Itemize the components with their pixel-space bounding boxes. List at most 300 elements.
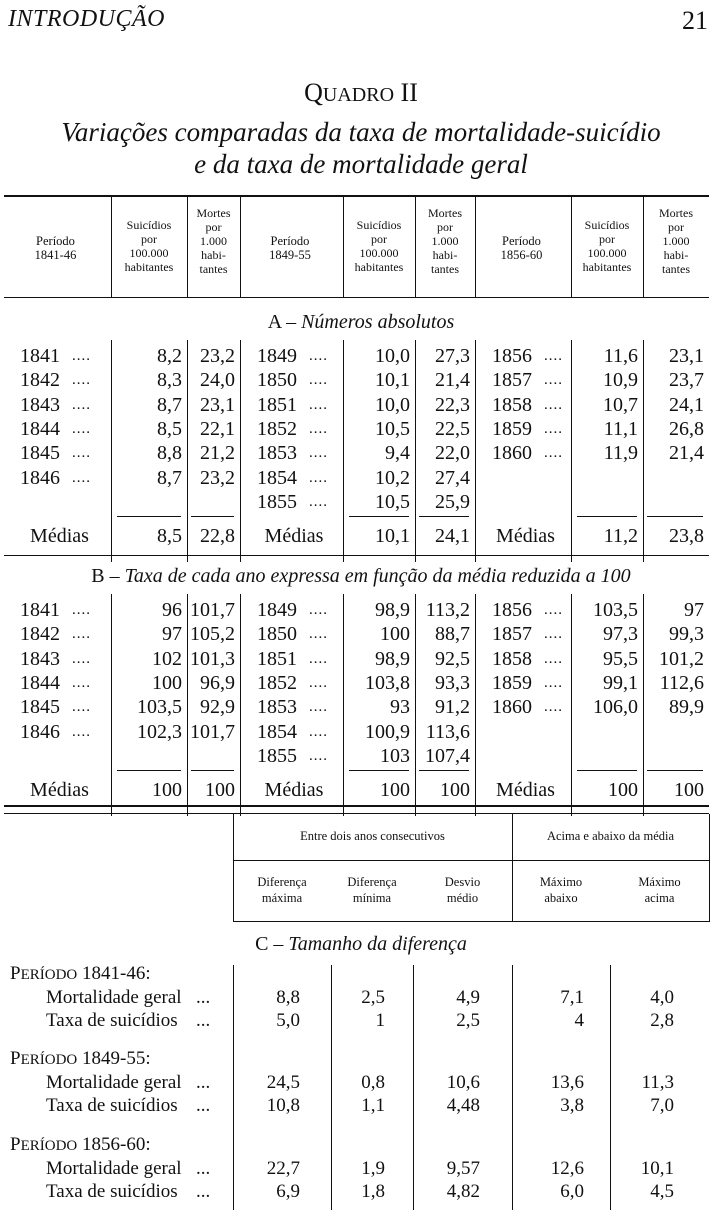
table-a-suicide-value: 10,5 [375,417,410,440]
period-cap: P [10,963,21,984]
table-a-rule-1-c [475,340,476,562]
section-b-label-prefix: B – [91,565,125,587]
table-a-leader-dots: .... [544,348,563,364]
table-b-suicide-value: 103,8 [365,671,410,694]
table-b-leader-dots: .... [309,626,328,643]
table-a-suicide-value: 8,3 [157,369,182,392]
table-a-year: 1845 [20,442,60,465]
table-b-year: 1851 [257,647,297,670]
section-c-label-title: Tamanho da diferença [288,933,467,955]
table-a-averages-label: Médias [496,525,555,548]
table-top-rule [4,195,709,197]
table-b-year: 1842 [20,623,60,646]
table-a-suicide-value: 11,9 [603,442,638,465]
table-c-row-label: Taxa de suicídios [46,1181,178,1202]
table-b-suicide-value: 96 [162,599,182,621]
header-deaths-line: tantes [662,262,690,276]
table-a-death-value: 27,4 [435,466,470,489]
table-c-value: 4,82 [446,1181,480,1202]
table-c-value: 11,3 [641,1072,674,1093]
table-b-death-value: 101,3 [190,647,235,670]
table-a-average-deaths: 23,8 [669,525,704,548]
table-c-value: 6,0 [560,1181,584,1202]
table-a-leader-dots: .... [309,445,328,462]
table-a-average-deaths: 22,8 [200,525,235,548]
header-deaths-line: 1.000 [431,234,459,248]
table-c-value: 1,9 [361,1158,385,1179]
table-a-suicide-value: 10,9 [603,369,638,392]
table-b-year: 1849 [257,599,297,621]
table-a-leader-dots: .... [309,348,328,364]
table-a-year: 1854 [257,466,297,489]
table-a-year: 1849 [257,345,297,367]
table-a-death-value: 25,9 [435,490,470,513]
table-b-year: 1855 [257,744,297,767]
table-subtitle-line1: Variações comparadas da taxa de mortalidade-suicídio [61,117,661,147]
table-c-row-label: Mortalidade geral [46,1072,182,1093]
header-suicides-line: por [141,232,157,246]
page-number: 21 [682,6,708,35]
table-a-year: 1850 [257,369,297,392]
table-c-col-header-line: Máximo [539,875,583,889]
header-suicides-line: habitantes [582,260,632,274]
table-a-year: 1853 [257,442,297,465]
table-a-suicide-value: 8,7 [157,393,182,416]
table-a-leader-dots: .... [309,420,328,437]
header-period-line: 1841-46 [34,248,77,262]
table-a-subtotal-rule [647,516,703,517]
table-a-year: 1858 [492,393,532,416]
table-b-leader-dots: .... [309,650,328,667]
table-b-death-value: 105,2 [190,623,235,646]
table-c-value: 4 [574,1010,584,1031]
table-b-leader-dots: .... [544,674,563,691]
table-a-leader-dots: .... [544,420,563,437]
table-c-col-header-line: mínima [352,891,392,905]
table-c-header-bottom-rule [233,921,709,922]
table-b-year: 1852 [257,671,297,694]
table-b-year: 1841 [20,599,60,621]
period-cap: P [10,1048,21,1069]
table-b-death-value: 91,2 [435,696,470,719]
table-b-death-value: 107,4 [425,744,470,767]
table-b-leader-dots: .... [544,650,563,667]
table-b-average-suicide: 100 [380,779,410,802]
table-a-year: 1860 [492,442,532,465]
table-a-suicide-value: 11,6 [603,345,638,367]
header-suicides-0 [111,218,187,274]
table-b-year: 1857 [492,623,532,646]
table-c-row-dots: ... [196,1095,211,1116]
table-c-value: 1,1 [361,1095,385,1116]
table-b-leader-dots: .... [544,626,563,643]
table-b-year: 1845 [20,696,60,719]
table-b-leader-dots: .... [72,626,91,643]
table-c-value: 3,8 [560,1095,584,1116]
table-b-leader-dots: .... [544,699,563,716]
table-b-suicide-value: 98,9 [375,599,410,621]
table-a-death-value: 23,1 [200,393,235,416]
table-b-averages-label: Médias [30,779,89,802]
table-b-leader-dots: .... [72,674,91,691]
header-period-line: Período [270,234,310,248]
table-c-col-header-line: médio [446,891,479,905]
table-c-value: 4,9 [456,987,480,1008]
table-b-death-value: 99,3 [669,623,704,646]
header-suicides-line: habitantes [354,260,404,274]
table-b-suicide-value: 100,9 [365,720,410,743]
table-a-leader-dots: .... [72,469,91,486]
table-b-average-deaths: 100 [674,779,704,802]
table-a-leader-dots: .... [309,396,328,413]
table-c-value: 13,6 [550,1072,584,1093]
table-b-suicide-value: 103,5 [593,599,638,621]
table-b-subtotal-rule [647,770,703,771]
running-header-chapter: INTRODUÇÃO [8,6,166,32]
table-b-leader-dots: .... [72,699,91,716]
table-a-year: 1852 [257,417,297,440]
header-deaths-line: 1.000 [200,234,227,248]
table-a-death-value: 21,2 [200,442,235,465]
table-a-rule-0-c [240,340,241,562]
table-c-value: 2,8 [650,1010,674,1031]
table-a-suicide-value: 8,8 [157,442,182,465]
table-c-col-header-line: Diferença [347,875,397,889]
table-c-value: 7,1 [560,987,584,1008]
table-a-leader-dots: .... [309,372,328,389]
table-b-leader-dots: .... [309,699,328,716]
table-a-averages-label: Médias [30,525,89,548]
table-c-value: 5,0 [276,1010,300,1031]
table-a-leader-dots: .... [544,372,563,389]
table-a-subtotal-rule [117,516,181,517]
section-b-label [0,565,722,588]
header-period-line: 1849-55 [269,248,311,262]
header-deaths-line: habi- [201,248,226,262]
header-deaths-line: habi- [432,248,458,262]
table-title [0,78,722,108]
table-c-period-label-0 [10,963,151,986]
table-b-death-value: 101,2 [659,647,704,670]
table-b-suicide-value: 100 [380,623,410,646]
table-a-average-deaths: 24,1 [435,525,470,548]
table-a-death-value: 27,3 [435,345,470,367]
table-c-value: 2,5 [361,987,385,1008]
table-c-group-consecutive: Entre dois anos consecutivos [300,829,445,843]
table-b-rule-1-c [475,594,476,816]
table-c-col-header-line: máxima [261,891,303,905]
table-a-suicide-value: 8,2 [157,345,182,367]
table-a-subtotal-rule [419,516,469,517]
table-c-value: 1 [375,1010,385,1031]
table-b-death-value: 101,7 [190,720,235,743]
table-a-suicide-value: 8,5 [157,417,182,440]
table-a-death-value: 22,1 [200,417,235,440]
header-period-line: Período [502,234,541,248]
table-a-suicide-value: 8,7 [157,466,182,489]
header-deaths-line: tantes [431,262,459,276]
table-b-suicide-value: 106,0 [593,696,638,719]
section-b-bottom-rule [4,805,709,807]
header-deaths-line: tantes [199,262,228,276]
table-b-suicide-value: 97 [162,623,182,646]
table-a-leader-dots: .... [544,445,563,462]
header-deaths-line: Mortes [428,206,462,220]
table-b-year: 1853 [257,696,297,719]
table-c-row-label: Taxa de suicídios [46,1095,178,1116]
header-suicides-line: Suicídios [356,218,402,232]
table-c-col-header-line: acima [644,891,675,905]
table-c-value: 10,1 [640,1158,674,1179]
table-a-year: 1855 [257,490,297,513]
header-suicides-2 [571,218,643,274]
table-c-value: 9,57 [446,1158,480,1179]
table-a-death-value: 23,7 [669,369,704,392]
table-c-value: 12,6 [550,1158,584,1179]
header-deaths-line: por [437,220,453,234]
period-smallcaps: ERÍODO [20,967,78,983]
table-b-suicide-value: 98,9 [375,647,410,670]
table-c-value: 6,9 [276,1181,300,1202]
table-a-death-value: 26,8 [669,417,704,440]
table-b-suicide-value: 93 [390,696,410,719]
table-b-year: 1850 [257,623,297,646]
table-b-subtotal-rule [419,770,469,771]
table-b-death-value: 96,9 [200,671,235,694]
table-c-row-label: Mortalidade geral [46,987,182,1008]
table-b-leader-dots: .... [544,602,563,618]
header-deaths-line: por [205,220,222,234]
header-deaths-line: por [668,220,684,234]
section-b-label-title: Taxa de cada ano expressa em função da média reduzida a 100 [124,565,631,587]
table-a-subtotal-rule [577,516,637,517]
header-deaths-2 [643,206,709,276]
table-b-death-value: 89,9 [669,696,704,719]
table-a-suicide-value: 10,7 [603,393,638,416]
period-years: 1841-46: [77,963,151,984]
table-b-suicide-value: 103 [380,744,410,767]
table-b-suicide-value: 102 [152,647,182,670]
table-c-row-dots: ... [196,1181,211,1202]
table-c-row-dots: ... [196,1158,211,1179]
table-a-averages-label: Médias [264,525,324,548]
header-bottom-rule [4,297,709,298]
table-b-suicide-value: 99,1 [603,671,638,694]
table-a-average-suicide: 10,1 [375,525,410,548]
header-deaths-line: Mortes [196,206,231,220]
table-a-leader-dots: .... [309,493,328,510]
table-c-value: 4,0 [650,987,674,1008]
period-cap: P [10,1134,21,1155]
header-period-0 [0,234,111,262]
table-c-header-rule-right [709,814,710,922]
table-b-death-value: 113,6 [425,720,470,743]
table-a-leader-dots: .... [309,469,328,486]
table-c-col-header-4 [610,874,709,906]
table-a-leader-dots: .... [72,396,91,413]
table-b-average-suicide: 100 [608,779,638,802]
table-a-death-value: 23,2 [200,466,235,489]
table-b-averages-label: Médias [496,779,555,802]
table-c-row-dots: ... [196,1010,211,1031]
period-years: 1856-60: [77,1134,151,1155]
table-subtitle-line2: e da taxa de mortalidade geral [194,149,528,179]
table-c-value: 2,5 [456,1010,480,1031]
header-deaths-line: Mortes [659,206,693,220]
table-a-death-value: 22,0 [435,442,470,465]
header-suicides-line: Suicídios [584,218,630,232]
table-a-suicide-value: 9,4 [385,442,410,465]
table-b-subtotal-rule [577,770,637,771]
table-b-year: 1859 [492,671,532,694]
table-c-top-rule [4,813,709,814]
table-a-death-value: 22,5 [435,417,470,440]
table-b-year: 1860 [492,696,532,719]
section-a-label-prefix: A – [267,311,302,333]
table-a-suicide-value: 11,1 [603,417,638,440]
table-a-subtotal-rule [349,516,409,517]
table-a-suicide-value: 10,5 [375,490,410,513]
table-title-rest: UADRO [322,84,395,106]
table-c-row-dots: ... [196,987,211,1008]
table-c-value: 10,6 [446,1072,480,1093]
table-c-period-label-2 [10,1134,151,1157]
table-a-year: 1851 [257,393,297,416]
table-b-death-value: 97 [684,599,704,621]
section-a-label [0,311,722,334]
table-b-suicide-value: 100 [152,671,182,694]
header-suicides-line: habitantes [124,260,174,274]
table-a-suicide-value: 10,1 [375,369,410,392]
table-b-leader-dots: .... [309,747,328,764]
table-b-year: 1856 [492,599,532,621]
table-b-suicide-value: 95,5 [603,647,638,670]
header-deaths-0 [187,206,240,276]
table-a-year: 1842 [20,369,60,392]
period-years: 1849-55: [77,1048,151,1069]
header-deaths-line: 1.000 [662,234,690,248]
table-a-suicide-value: 10,0 [375,345,410,367]
section-c-label-prefix: C – [255,933,289,955]
table-title-initial: Q [304,78,323,107]
header-suicides-line: 100.000 [129,246,169,260]
table-a-year: 1857 [492,369,532,392]
table-b-average-deaths: 100 [205,779,235,802]
table-b-suicide-value: 97,3 [603,623,638,646]
header-period-line: 1856-60 [500,248,543,262]
table-c-value: 24,5 [266,1072,300,1093]
header-suicides-line: Suicídios [126,218,172,232]
header-period-1 [237,234,343,262]
table-a-death-value: 24,0 [200,369,235,392]
table-c-group-average: Acima e abaixo da média [546,829,675,843]
table-b-average-deaths: 100 [440,779,470,802]
table-b-leader-dots: .... [72,602,91,618]
header-suicides-line: por [599,232,615,246]
table-b-death-value: 92,9 [200,696,235,719]
table-b-death-value: 112,6 [659,671,704,694]
table-b-rule-0-c [240,594,241,816]
section-a-label-title: Números absolutos [301,311,455,333]
header-suicides-line: por [371,232,387,246]
table-b-subtotal-rule [349,770,409,771]
table-c-col-header-line: Máximo [638,875,681,889]
table-b-averages-label: Médias [264,779,324,802]
section-a-bottom-rule [4,555,709,556]
table-c-col-header-line: abaixo [544,891,578,905]
table-c-group-rule [233,860,709,861]
table-c-period-label-1 [10,1048,151,1071]
table-b-year: 1844 [20,671,60,694]
table-b-leader-dots: .... [309,674,328,691]
table-a-year: 1846 [20,466,60,489]
header-deaths-line: habi- [663,248,689,262]
table-c-col-header-1 [331,874,413,906]
table-b-subtotal-rule [191,770,234,771]
table-a-leader-dots: .... [72,372,91,389]
table-title-number: II [394,78,418,107]
table-b-year: 1854 [257,720,297,743]
table-c-value: 22,7 [266,1158,300,1179]
table-c-col-header-3 [512,874,610,906]
table-a-death-value: 23,1 [669,345,704,367]
table-b-death-value: 93,3 [435,671,470,694]
table-b-suicide-value: 102,3 [137,720,182,743]
table-b-leader-dots: .... [309,602,328,618]
table-b-subtotal-rule [117,770,181,771]
table-c-col-header-line: Desvio [444,875,481,889]
table-a-death-value: 21,4 [669,442,704,465]
table-a-year: 1859 [492,417,532,440]
table-a-leader-dots: .... [72,445,91,462]
table-a-year: 1856 [492,345,532,367]
table-a-leader-dots: .... [72,348,91,364]
table-a-suicide-value: 10,0 [375,393,410,416]
table-c-row-dots: ... [196,1072,211,1093]
table-c-value: 10,8 [266,1095,300,1116]
table-a-death-value: 24,1 [669,393,704,416]
table-b-leader-dots: .... [72,650,91,667]
table-b-suicide-value: 103,5 [137,696,182,719]
header-deaths-1 [415,206,475,276]
table-a-leader-dots: .... [544,396,563,413]
table-c-value: 4,48 [446,1095,480,1116]
table-c-value: 8,8 [276,987,300,1008]
table-b-year: 1858 [492,647,532,670]
header-suicides-line: 100.000 [359,246,399,260]
table-a-leader-dots: .... [72,420,91,437]
table-a-death-value: 23,2 [200,345,235,367]
table-c-value: 1,8 [361,1181,385,1202]
table-c-col-header-line: Diferença [257,875,307,889]
table-a-year: 1843 [20,393,60,416]
header-suicides-line: 100.000 [587,246,627,260]
period-smallcaps: ERÍODO [20,1052,78,1068]
table-b-death-value: 113,2 [425,599,470,621]
table-a-average-suicide: 8,5 [157,525,182,548]
section-c-label [0,933,722,956]
table-c-row-label: Taxa de suicídios [46,1010,178,1031]
table-b-leader-dots: .... [309,723,328,740]
period-smallcaps: ERÍODO [20,1138,78,1154]
table-b-leader-dots: .... [72,723,91,740]
table-c-col-header-0 [233,874,331,906]
table-a-year: 1841 [20,345,60,367]
table-c-row-label: Mortalidade geral [46,1158,182,1179]
header-period-2 [472,234,571,262]
table-b-year: 1846 [20,720,60,743]
header-suicides-1 [343,218,415,274]
